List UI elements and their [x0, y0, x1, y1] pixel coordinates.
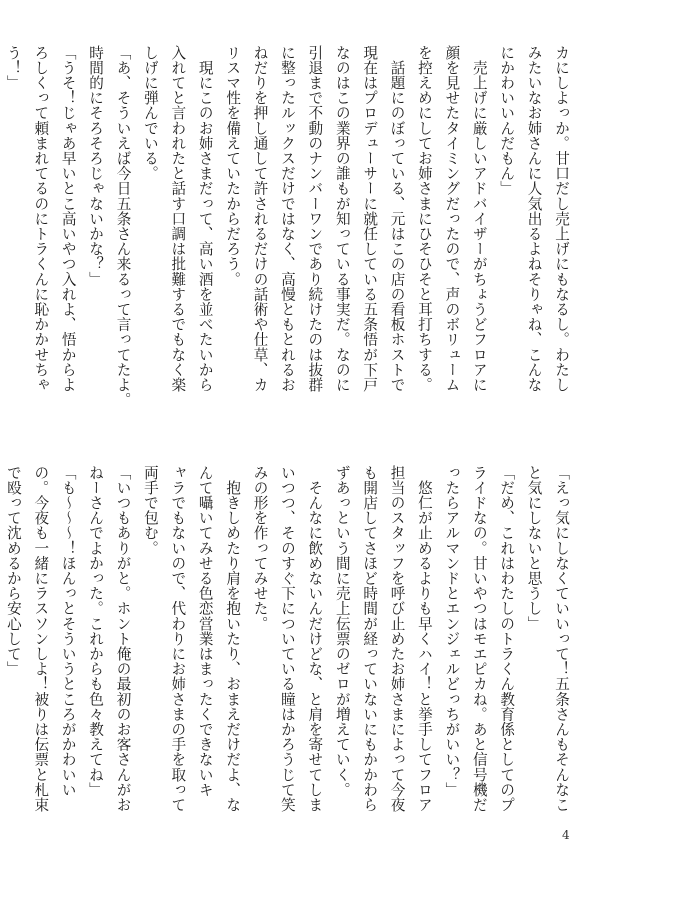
text-line: 「だめ、これはわたしのトラくん教育係としてのプ [498, 465, 516, 813]
text-line: 現在はプロデューサーに就任している五条悟が下戸 [361, 45, 379, 393]
text-line: ずあっという間に売上伝票のゼロが増えていく。 [333, 465, 351, 798]
text-line: ねだりを押し通して許されるだけの話術や仕草、カ [251, 45, 269, 393]
text-line: 「いつもありがと。ホント俺の最初のお客さんがお [114, 465, 132, 813]
text-line: 時間的にそろそろじゃないかな？」 [87, 45, 105, 287]
text-line: んて囁いてみせる色恋営業はまったくできないキ [196, 465, 214, 798]
text-line: 「あ、そういえば今日五条さん来るって言ってたよ。 [114, 45, 132, 408]
text-line: みの形を作ってみせた。 [251, 465, 269, 632]
text-line: そんなに飲めないんだけどな、と肩を寄せてしま [306, 465, 324, 813]
text-line: で殴って沈めるから安心して」 [4, 465, 22, 677]
text-line: 「えっ気にしなくていいって！五条さんもそんなこ [553, 465, 570, 813]
text-line: 抱きしめたり肩を抱いたり、おまえだけだよ、な [224, 465, 242, 813]
text-line: いつつ、そのすぐ下についている瞳はかろうじて笑 [278, 465, 296, 813]
text-line: にかわいいんだもん」 [498, 45, 516, 196]
text-line: 入れてと言われたと話す口調は批難するでもなく楽 [169, 45, 187, 393]
text-line: なのはこの業界の誰もが知っている事実だ。なのに [333, 45, 351, 393]
text-line: 「うそ！じゃあ早いとこ高いやつ入れよ、悟からよ [59, 45, 77, 393]
text-line: リスマ性を備えていたからだろう。 [224, 45, 242, 287]
lower-text-block [4, 465, 575, 820]
upper-text-block [4, 45, 575, 408]
text-line: 話題にのぼっている、元はこの店の看板ホストで [388, 45, 406, 393]
text-line: 顔を見せたタイミングだったので、声のボリューム [443, 45, 461, 393]
text-line: を控えめにしてお姉さまにひそひそと耳打ちする。 [415, 45, 433, 393]
text-line: 両手で包む。 [141, 465, 159, 556]
page-number: 4 [562, 828, 570, 842]
text-line: 「も〜〜〜！ほんっとそういうところがかわいい [59, 465, 77, 798]
text-line: と気にしないと思うし」 [525, 465, 543, 632]
text-line: の。今夜も一緒にラスソンしよ！被りは伝票と札束 [32, 465, 50, 813]
text-line: も開店してさほど時間が経っていないにもかかわら [361, 465, 379, 813]
text-line: カにしよっか。甘口だし売上げにもなるし。わたし [553, 45, 570, 393]
text-line: に整ったルックスだけではなく、高慢ともとれるお [278, 45, 296, 393]
text-line: 現にこのお姉さまだって、高い酒を並べたいから [196, 45, 214, 393]
text-line: ろしくって頼まれてるのにトラくんに恥かかせちゃ [32, 45, 50, 393]
text-line: みたいなお姉さんに人気出るよねそりゃね、こんな [525, 45, 543, 393]
text-line: 担当のスタッフを呼び止めたお姉さまによって今夜 [388, 465, 406, 813]
text-line: しげに弾んでいる。 [141, 45, 159, 181]
text-line: う！」 [4, 45, 22, 91]
text-line: 引退まで不動のナンバーワンであり続けたのは抜群 [306, 45, 324, 393]
text-line: ったらアルマンドとエンジェルどっちがいい？」 [443, 465, 461, 798]
text-line: ライドなの。甘いやつはモエピカね。あと信号機だ [470, 465, 488, 813]
text-line: ャラでもないので、代わりにお姉さまの手を取って [169, 465, 187, 813]
text-line: ねーさんでよかった。これからも色々教えてね」 [87, 465, 105, 798]
text-line: 売上げに厳しいアドバイザーがちょうどフロアに [470, 45, 488, 393]
text-line: 悠仁が止めるよりも早くハイ！と挙手してフロア [415, 465, 433, 813]
